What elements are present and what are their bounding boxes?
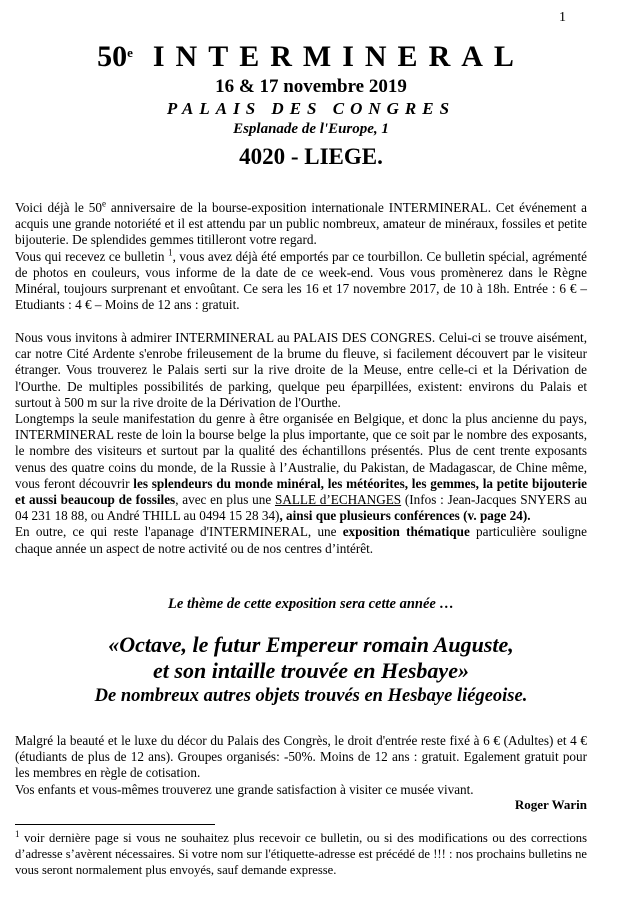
intro-paragraph-1 bbox=[15, 200, 587, 249]
intro-text-1b: anniversaire de la bourse-exposition internationale INTERMINERAL. Cet événement a acquis une grande notoriété et il est attendu par un public nombreux, amateur de minéraux, fossiles et petite bijouterie. De splendides gemmes titilleront votre regard. bbox=[15, 200, 587, 248]
event-address: Esplanade de l'Europe, 1 bbox=[233, 121, 389, 137]
intro-text-1a: Voici déjà le 50 bbox=[15, 200, 102, 215]
document-header bbox=[0, 40, 622, 172]
event-name: INTERMINERAL bbox=[152, 40, 525, 73]
entry-paragraph-1: Malgré la beauté et le luxe du décor du Palais des Congrès, le droit d'entrée reste fixé à 6 € (Adultes) et 4 € (étudiants de plus de 12 ans). Groupes organisés: -50%. Moins de 12 ans : gratuit. Egalement gratuit pour les membres en règle de cotisation. bbox=[15, 733, 587, 781]
event-venue: PALAIS DES CONGRES bbox=[166, 99, 456, 118]
palace-paragraph-1: Nous vous invitons à admirer INTERMINERAL au PALAIS DES CONGRES. Celui-ci se trouve aisément, car notre Cité Ardente s'enrobe frileusement de la brume du fleuve, si facilement découvert par le visiteur étranger. Vous trouverez le Palais serti sur la rive droite de la Meuse, entre celle-ci et la Dérivation de l'Ourthe. De multiples possibilités de parking, quelque peu éparpillées, existent: environs du Palais et surtout à 500 m sur la rive droite de la Dérivation de l'Ourthe. bbox=[15, 330, 587, 410]
theme-title bbox=[0, 632, 622, 708]
intro-text-2a: Vous qui recevez ce bulletin bbox=[15, 248, 169, 264]
page-number: 1 bbox=[559, 10, 566, 25]
edition-number: 50 bbox=[97, 40, 128, 73]
palace-paragraph-2 bbox=[15, 411, 587, 524]
event-dates: 16 & 17 novembre 2019 bbox=[215, 76, 407, 97]
intro-text-2b: , vous avez déjà été emportés par ce tourbillon. Ce bulletin spécial, agrémenté de photos en couleurs, vous informe de la date de ce week-end. Vous vous promènerez dans le Règne Minéral, toujours surprenant et envoûtant. Ce sera les 16 et 17 novembre 2017, de 10 à 18h. Entrée : 6 € – Etudiants : 4 € – Moins de 12 ans : gratuit. bbox=[15, 248, 587, 313]
exchange-room-label: SALLE d’ECHANGES bbox=[274, 492, 402, 508]
intro-sup-1: e bbox=[101, 198, 106, 209]
footnote-reference: 1 bbox=[168, 247, 173, 258]
palace-text-3b: particulière souligne chaque année un aspect de notre activité ou de nos centres d’intérêt. bbox=[15, 524, 587, 556]
signature: Roger Warin bbox=[514, 797, 587, 812]
theme-intro: Le thème de cette exposition sera cette année … bbox=[168, 596, 454, 612]
entry-paragraph-2: Vos enfants et vous-mêmes trouverez une grande satisfaction à visiter ce musée vivant. bbox=[15, 781, 474, 797]
event-city: 4020 - LIEGE. bbox=[239, 144, 383, 169]
edition-superscript: e bbox=[127, 45, 133, 60]
footnote-mark: 1 bbox=[15, 828, 20, 839]
palace-section bbox=[15, 330, 587, 557]
conferences-note: , ainsi que plusieurs conférences (v. page 24). bbox=[279, 508, 531, 524]
intro-paragraph-2 bbox=[15, 249, 587, 314]
palace-highlight: les splendeurs du monde minéral, les météorites, les gemmes, la petite bijouterie et aussi beaucoup de fossiles bbox=[15, 475, 587, 508]
entry-section bbox=[15, 733, 587, 798]
palace-text-3a: En outre, ce qui reste l'apanage d'INTERMINERAL, une bbox=[15, 524, 343, 540]
theme-line-1: «Octave, le futur Empereur romain Auguste, bbox=[108, 632, 514, 657]
palace-text-2a: Longtemps la seule manifestation du genre à être organisée en Belgique, et donc la plus ancienne du pays, INTERMINERAL reste de loin la bourse belge la plus importante, que ce soit par le nombre des exposants, le nombre des visiteurs et surtout par la qualité des échantillons présentés. Plus de cent trente exposants venus des quatre coins du monde, de la Russie à l’Australie, du Pakistan, de Madagascar, de Chine même, vous feront découvrir bbox=[15, 411, 587, 491]
thematic-exhibition-label: exposition thématique bbox=[342, 524, 470, 540]
exchange-room-info: (Infos : Jean-Jacques SNYERS au 04 231 18 88, ou André THILL au 0494 15 28 34) bbox=[15, 492, 587, 524]
intro-section bbox=[15, 200, 587, 313]
footnote-text: voir dernière page si vous ne souhaitez plus recevoir ce bulletin, ou si des modifications ou des corrections d’adresse s’avèrent nécessaires. Si votre nom sur l'étiquette-adresse est précédé de !!! : nos prochains bulletins ne vous seront normalement plus envoyés, sauf demande expresse. bbox=[15, 831, 587, 877]
event-title bbox=[0, 40, 622, 74]
footnote-divider bbox=[15, 824, 215, 825]
theme-subtitle: De nombreux autres objets trouvés en Hesbaye liégeoise. bbox=[94, 686, 528, 706]
footnote bbox=[15, 830, 587, 878]
theme-line-2: et son intaille trouvée en Hesbaye» bbox=[153, 658, 469, 683]
palace-text-2b: , avec en plus une bbox=[175, 492, 275, 508]
palace-paragraph-3 bbox=[15, 524, 587, 556]
